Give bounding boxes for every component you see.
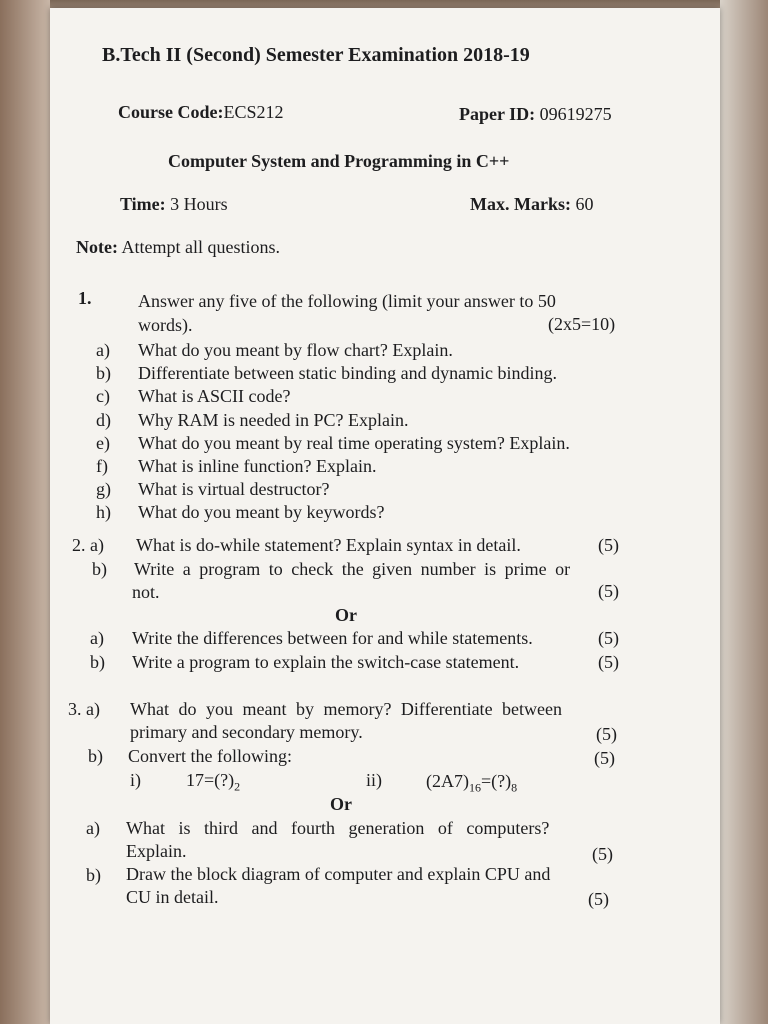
q2-alt-b-marks: (5) <box>598 652 619 672</box>
q3-a-marks: (5) <box>596 724 617 744</box>
q3-conv-ii-pre: (2A7) <box>426 771 469 791</box>
q3-conv-i-label: i) <box>130 770 141 790</box>
q1-item-label: e) <box>96 433 110 453</box>
q3-alt-b-label: b) <box>86 865 101 885</box>
q2-number: 2. a) <box>72 535 104 555</box>
q2-alt-a-label: a) <box>90 628 104 648</box>
q3-conv-i-sub: 2 <box>234 779 241 794</box>
q3-conv-i <box>186 770 240 795</box>
q3-alt-a-line2: Explain. <box>126 841 187 861</box>
paper-id-value: 09619275 <box>539 104 612 124</box>
q1-item-text: What is ASCII code? <box>138 386 291 406</box>
note <box>76 237 280 258</box>
q3-alt-a-marks: (5) <box>592 844 613 864</box>
course-code-label: Course Code: <box>118 102 224 122</box>
background-left <box>0 0 50 1024</box>
q1-item-text: Differentiate between static binding and dynamic binding. <box>138 363 558 383</box>
q3-or: Or <box>330 794 352 814</box>
paper-id-label: Paper ID: <box>459 104 536 124</box>
q1-item-text: What do you meant by real time operating system? Explain. <box>138 433 570 453</box>
subject-title: Computer System and Programming in C++ <box>168 151 510 171</box>
q3-alt-b-line1: Draw the block diagram of computer and explain CPU and <box>126 864 551 884</box>
time-label: Time: <box>120 194 166 214</box>
q2-alt-b-text: Write a program to explain the switch-case statement. <box>132 652 520 672</box>
q2-b-marks: (5) <box>598 581 619 601</box>
max-marks-label: Max. Marks: <box>470 194 571 214</box>
q3-a-line2: primary and secondary memory. <box>130 722 363 742</box>
q3-conv-i-text: 17=(?) <box>186 770 235 790</box>
q1-item-text: Why RAM is needed in PC? Explain. <box>138 410 409 430</box>
q3-conv-ii <box>426 771 517 796</box>
q1-item-label: h) <box>96 502 111 522</box>
note-text: Attempt all questions. <box>121 237 280 257</box>
q3-alt-b-marks: (5) <box>588 889 609 909</box>
q3-conv-ii-label: ii) <box>366 770 382 790</box>
course-code <box>118 102 284 123</box>
q2-alt-a-marks: (5) <box>598 628 619 648</box>
time-value: 3 Hours <box>170 194 228 214</box>
exam-title: B.Tech II (Second) Semester Examination 2018-19 <box>102 44 530 66</box>
q1-item-text: What do you meant by keywords? <box>138 502 385 522</box>
q3-number: 3. a) <box>68 699 100 719</box>
q1-item-label: g) <box>96 479 111 499</box>
q1-number: 1. <box>78 288 92 308</box>
q3-conv-ii-sub2: 8 <box>511 780 518 795</box>
q1-item-text: What do you meant by flow chart? Explain. <box>138 340 453 360</box>
q3-b-text: Convert the following: <box>128 746 292 766</box>
q1-item-text: What is virtual destructor? <box>138 479 330 499</box>
q1-item-label: d) <box>96 410 111 430</box>
q1-marks: (2x5=10) <box>548 314 616 334</box>
q3-b-marks: (5) <box>594 748 615 768</box>
q3-alt-a-label: a) <box>86 818 100 838</box>
q3-alt-b-line2: CU in detail. <box>126 887 219 907</box>
q1-item-label: a) <box>96 340 110 360</box>
paper-id <box>459 104 612 125</box>
q2-a-marks: (5) <box>598 535 619 555</box>
q3-conv-ii-mid: =(?) <box>481 771 512 791</box>
q3-b-label: b) <box>88 746 103 766</box>
q1-instruction-line1: Answer any five of the following (limit your answer to 50 <box>138 291 556 311</box>
q2-b-label: b) <box>92 559 107 579</box>
q2-alt-b-label: b) <box>90 652 105 672</box>
q2-a-text: What is do-while statement? Explain syntax in detail. <box>136 535 521 555</box>
q1-item-text: What is inline function? Explain. <box>138 456 377 476</box>
max-marks-value: 60 <box>575 194 594 214</box>
q2-or: Or <box>335 605 357 625</box>
q2-alt-a-text: Write the differences between for and while statements. <box>132 628 533 648</box>
q1-instruction-line2: words). <box>138 315 193 335</box>
q3-conv-ii-sub1: 16 <box>469 780 481 795</box>
q1-item-label: b) <box>96 363 111 383</box>
background-right <box>720 0 768 1024</box>
q3-alt-a-line1: What is third and fourth generation of computers? <box>126 818 550 838</box>
max-marks <box>470 194 593 215</box>
q2-b-line1: Write a program to check the given number is prime or <box>134 559 571 579</box>
q3-a-line1: What do you meant by memory? Differentiate between <box>130 699 563 719</box>
time <box>120 194 228 215</box>
note-label: Note: <box>76 237 118 257</box>
course-code-value: ECS212 <box>223 102 284 122</box>
q2-b-line2: not. <box>132 582 160 602</box>
q1-item-label: c) <box>96 386 110 406</box>
q1-item-label: f) <box>96 456 108 476</box>
